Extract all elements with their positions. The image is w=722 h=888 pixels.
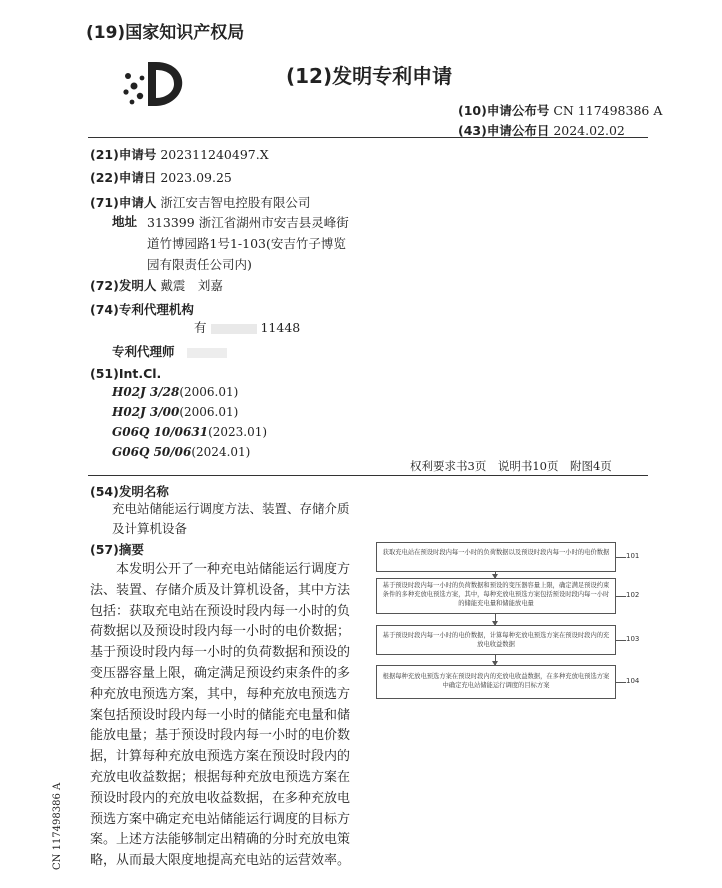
inventor-value: 戴震 刘嘉 <box>160 278 223 293</box>
flow-step: 获取充电站在预设时段内每一小时的负荷数据以及预设时段内每一小时的电价数据 <box>376 542 616 572</box>
office-name: (19)国家知识产权局 <box>86 23 245 43</box>
flow-arrow <box>495 655 496 665</box>
ipc-code: G06Q 10/0631 <box>112 425 209 439</box>
step-leader <box>616 682 626 683</box>
address <box>112 212 137 230</box>
agency-label: (74)专利代理机构 <box>90 302 194 317</box>
title-label: (54)发明名称 <box>90 484 169 499</box>
ipc-entry <box>112 425 267 439</box>
title-line: 及计算机设备 <box>112 521 188 536</box>
title-line: 充电站储能运行调度方法、装置、存储介质 <box>112 501 350 516</box>
app-date-label: (22)申请日 <box>90 170 157 185</box>
ipc-year: (2023.01) <box>208 425 268 439</box>
step-label: 104 <box>626 677 640 685</box>
page-counts: 权利要求书3页 说明书10页 附图4页 <box>410 459 612 473</box>
address-line: 道竹博园路1号1-103(安吉竹子博览 <box>147 236 346 251</box>
side-publication-number: CN 117498386 A <box>52 782 63 870</box>
applicant-label: (71)申请人 <box>90 195 157 210</box>
pub-date-value: 2024.02.02 <box>553 123 625 138</box>
ipc-entry <box>112 445 250 459</box>
flow-step: 根据每种充放电预选方案在预设时段内的充放电收益数据，在多种充放电预选方案中确定充电站储能运行调度的目标方案 <box>376 665 616 699</box>
intcl-label: (51)Int.Cl. <box>90 366 162 381</box>
ipc-year: (2024.01) <box>191 445 251 459</box>
publication-number <box>458 101 662 119</box>
step-label: 103 <box>626 635 640 643</box>
step-label: 102 <box>626 591 640 599</box>
applicant <box>90 193 310 211</box>
flow-step: 基于预设时段内每一小时的电价数据，计算每种充放电预选方案在预设时段内的充放电收益数据 <box>376 625 616 655</box>
address-value <box>147 212 349 275</box>
int-cl <box>90 366 161 381</box>
step-label: 101 <box>626 552 640 560</box>
flow-arrow <box>495 614 496 625</box>
ipc-year: (2006.01) <box>179 405 239 419</box>
pub-no-label: (10)申请公布号 <box>458 103 550 118</box>
inventor-label: (72)发明人 <box>90 278 157 293</box>
abstract-text: 本发明公开了一种充电站储能运行调度方法、装置、存储介质及计算机设备，其中方法包括：获取充电站在预设时段内每一小时的负荷数据以及预设时段内每一小时的电价数据；基于预设时段内每一小时的负荷数据和预设的变压器容量上限，确定满足预设约束条件的多种充放电预选方案，其中，每种充放电预选方案包括预设时段内每一小时的储能充电量和储能放电量；基于预设时段内每一小时的电价数据，计算每种充放电预选方案在预设时段内的充放电收益数据；根据每种充放电预选方案在预设时段内的充放电收益数据，在多种充放电预选方案中确定充电站储能运行调度的目标方案。上述方法能够制定出精确的分时充放电策略，从而最大限度地提高充电站的运营效率。 <box>90 562 351 869</box>
address-line: 313399 浙江省湖州市安吉县灵峰街 <box>147 215 349 230</box>
header-rule <box>88 137 648 138</box>
publication-type: (12)发明专利申请 <box>286 64 453 88</box>
address-label: 地址 <box>112 214 138 229</box>
pub-date-label: (43)申请公布日 <box>458 123 550 138</box>
address-line: 园有限责任公司内) <box>147 257 252 272</box>
ipc-code: G06Q 50/06 <box>112 445 192 459</box>
section-rule <box>88 475 648 476</box>
pub-no-value: CN 117498386 A <box>553 103 663 118</box>
redaction-mark <box>211 324 257 334</box>
patent-agency <box>90 300 194 318</box>
cnipa-logo <box>118 58 190 110</box>
redaction-mark <box>187 348 227 358</box>
app-no-label: (21)申请号 <box>90 147 157 162</box>
ipc-entry <box>112 405 238 419</box>
step-leader <box>616 596 626 597</box>
app-date-value: 2023.09.25 <box>160 170 232 185</box>
application-date <box>90 168 232 186</box>
agency-code: 11448 <box>260 320 301 335</box>
flow-step: 基于预设时段内每一小时的负荷数据和预设的变压器容量上限，确定满足预设约束条件的多种充放电预选方案，其中，每种充放电预选方案包括预设时段内每一小时的储能充电量和储能放电量 <box>376 578 616 614</box>
abstract-label: (57)摘要 <box>90 542 144 557</box>
agent-label: 专利代理师 <box>112 344 175 359</box>
inventors <box>90 276 223 294</box>
invention-title <box>112 499 350 539</box>
application-number <box>90 145 269 163</box>
applicant-value: 浙江安吉智电控股有限公司 <box>160 195 311 210</box>
patent-agent <box>112 342 227 360</box>
step-leader <box>616 640 626 641</box>
agency-fragment: 有 <box>194 320 207 335</box>
agency-value <box>194 318 300 336</box>
ipc-year: (2006.01) <box>179 385 239 399</box>
ipc-entry <box>112 385 238 399</box>
app-no-value: 202311240497.X <box>160 147 269 162</box>
ipc-code: H02J 3/00 <box>112 405 180 419</box>
step-leader <box>616 557 626 558</box>
ipc-code: H02J 3/28 <box>112 385 180 399</box>
